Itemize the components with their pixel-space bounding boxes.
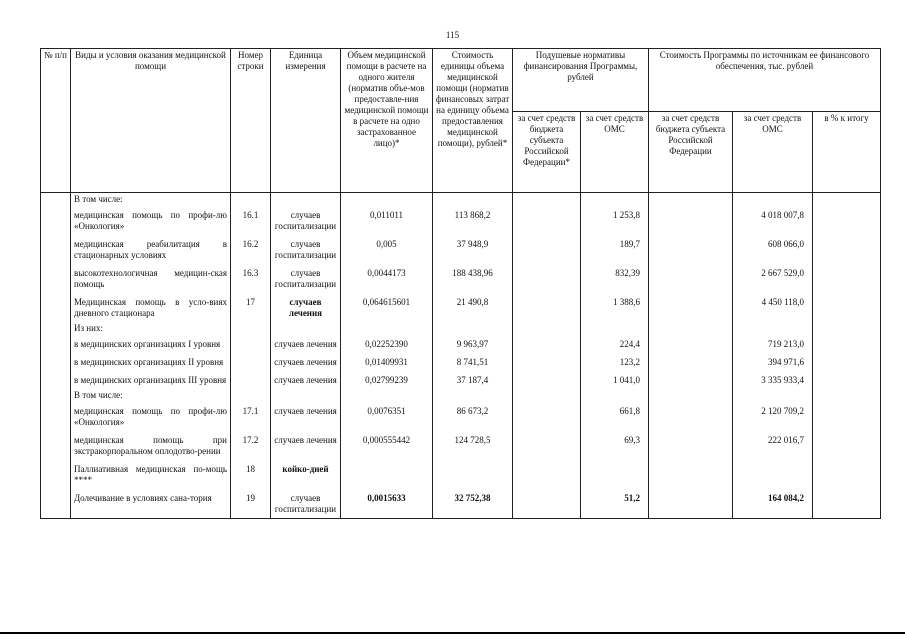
cell-program-budget [649, 235, 733, 264]
cell-kind: медицинская реабилитация в стационарных условиях [71, 235, 231, 264]
cell-kind: Медицинская помощь в усло-виях дневного стационара [71, 293, 231, 322]
cell-unit: случаев лечения [271, 402, 341, 431]
cell-row-number: 16.1 [231, 206, 271, 235]
cell-per-capita-budget [513, 371, 581, 389]
table-row [41, 322, 881, 335]
cell-per-capita-budget [513, 402, 581, 431]
cell-program-percent [813, 293, 881, 322]
table-row [41, 402, 881, 431]
cell-row-number: 17.2 [231, 431, 271, 460]
table-row [41, 431, 881, 460]
table-row [41, 389, 881, 402]
cell-kind: медицинская помощь по профи-лю «Онкология» [71, 402, 231, 431]
table-row [41, 489, 881, 519]
cell-program-percent [813, 235, 881, 264]
cell-row-number: 17 [231, 293, 271, 322]
cell-kind: Долечивание в условиях сана-тория [71, 489, 231, 519]
cell-program-oms: 2 667 529,0 [733, 264, 813, 293]
header-program-cost: Стоимость Программы по источникам ее финансового обеспечения, тыс. рублей [649, 49, 881, 112]
cell-per-capita-budget [513, 206, 581, 235]
cell-program-percent [813, 489, 881, 519]
cell-program-budget [649, 489, 733, 519]
cell-program-budget [649, 264, 733, 293]
cell-cost: 113 868,2 [433, 206, 513, 235]
cell-kind: в медицинских организациях I уровня [71, 335, 231, 353]
cell-unit: случаев лечения [271, 293, 341, 322]
table-row [41, 264, 881, 293]
table-row [41, 460, 881, 489]
cell-program-oms: 3 335 933,4 [733, 371, 813, 389]
section-label: Из них: [71, 322, 231, 335]
cell-program-percent [813, 460, 881, 489]
cell-per-capita-oms: 832,39 [581, 264, 649, 293]
cell-program-budget [649, 460, 733, 489]
table-row [41, 193, 881, 207]
cell-kind: в медицинских организациях II уровня [71, 353, 231, 371]
header-volume: Объем медицинской помощи в расчете на одного жителя (норматив объе-мов предоставле-ния медицинской помощи в расчете на одно застрахованное лицо)* [341, 49, 433, 193]
cell-unit: случаев лечения [271, 335, 341, 353]
cell-unit: случаев лечения [271, 431, 341, 460]
table-row [41, 371, 881, 389]
cell-program-budget [649, 431, 733, 460]
cell-volume: 0,0044173 [341, 264, 433, 293]
section-label: В том числе: [71, 389, 231, 402]
cell-unit: случаев госпитализации [271, 489, 341, 519]
cell-row-number: 19 [231, 489, 271, 519]
cell-volume: 0,005 [341, 235, 433, 264]
header-program-budget: за счет средств бюджета субъекта Российской Федерации [649, 112, 733, 193]
cell-kind: медицинская помощь по профи-лю «Онкология» [71, 206, 231, 235]
cell-kind: высокотехнологичная медицин-ская помощь [71, 264, 231, 293]
cell-per-capita-oms: 1 253,8 [581, 206, 649, 235]
cell-cost: 37 187,4 [433, 371, 513, 389]
cell-per-capita-budget [513, 293, 581, 322]
cell-per-capita-oms: 123,2 [581, 353, 649, 371]
cell-per-capita-budget [513, 335, 581, 353]
cell-program-oms: 164 084,2 [733, 489, 813, 519]
cell-program-percent [813, 264, 881, 293]
cell-program-percent [813, 402, 881, 431]
cell-program-budget [649, 402, 733, 431]
cell-per-capita-budget [513, 235, 581, 264]
cell-program-oms [733, 460, 813, 489]
header-per-capita-budget: за счет средств бюджета субъекта Российской Федерации* [513, 112, 581, 193]
cell-cost: 21 490,8 [433, 293, 513, 322]
cell-cost [433, 460, 513, 489]
header-kind: Виды и условия оказания медицинской помощи [71, 49, 231, 193]
cell-per-capita-oms: 189,7 [581, 235, 649, 264]
cell-volume: 0,0076351 [341, 402, 433, 431]
cell-program-budget [649, 353, 733, 371]
cell-cost: 37 948,9 [433, 235, 513, 264]
cell-unit: случаев лечения [271, 371, 341, 389]
header-program-oms: за счет средств ОМС [733, 112, 813, 193]
cell-program-oms: 2 120 709,2 [733, 402, 813, 431]
cell-program-oms: 719 213,0 [733, 335, 813, 353]
cell-volume: 0,02252390 [341, 335, 433, 353]
cell-program-percent [813, 206, 881, 235]
cell-kind: Паллиативная медицинская по-мощь **** [71, 460, 231, 489]
page-number: 115 [445, 30, 460, 40]
cell-unit: случаев госпитализации [271, 264, 341, 293]
cell-row-number: 16.3 [231, 264, 271, 293]
header-row-number: Номер строки [231, 49, 271, 193]
norms-table [40, 48, 881, 519]
cell-row-number: 17.1 [231, 402, 271, 431]
header-cost: Стоимость единицы объема медицинской помощи (норматив финансовых затрат на единицу объема предоставления медицинской помощи), рублей* [433, 49, 513, 193]
page-bottom-rule [0, 632, 905, 634]
header-per-capita: Подушевые нормативы финансирования Программы, рублей [513, 49, 649, 112]
section-label: В том числе: [71, 193, 231, 207]
cell-per-capita-oms: 1 041,0 [581, 371, 649, 389]
cell-program-oms: 222 016,7 [733, 431, 813, 460]
cell-per-capita-oms: 224,4 [581, 335, 649, 353]
cell-unit: койко-дней [271, 460, 341, 489]
cell-unit: случаев госпитализации [271, 235, 341, 264]
table-row [41, 293, 881, 322]
cell-row-number: 16.2 [231, 235, 271, 264]
cell-per-capita-oms: 51,2 [581, 489, 649, 519]
cell-cost: 188 438,96 [433, 264, 513, 293]
cell-program-oms: 4 018 007,8 [733, 206, 813, 235]
cell-kind: в медицинских организациях III уровня [71, 371, 231, 389]
cell-row-number [231, 335, 271, 353]
table-row [41, 206, 881, 235]
cell-program-percent [813, 353, 881, 371]
cell-row-number [231, 353, 271, 371]
cell-per-capita-budget [513, 353, 581, 371]
cell-row-number: 18 [231, 460, 271, 489]
cell-program-percent [813, 431, 881, 460]
table-row [41, 235, 881, 264]
cell-program-oms: 394 971,6 [733, 353, 813, 371]
table-row [41, 353, 881, 371]
cell-unit: случаев госпитализации [271, 206, 341, 235]
cell-unit: случаев лечения [271, 353, 341, 371]
header-num: № п/п [41, 49, 71, 193]
cell-kind: медицинская помощь при экстракорпоральном оплодотво-рении [71, 431, 231, 460]
cell-per-capita-oms [581, 460, 649, 489]
cell-cost: 86 673,2 [433, 402, 513, 431]
cell-program-budget [649, 371, 733, 389]
cell-program-percent [813, 335, 881, 353]
cell-cost: 124 728,5 [433, 431, 513, 460]
table-body [41, 193, 881, 519]
cell-program-budget [649, 293, 733, 322]
table-header [41, 49, 881, 193]
cell-program-budget [649, 335, 733, 353]
cell-per-capita-oms: 1 388,6 [581, 293, 649, 322]
cell-program-oms: 608 066,0 [733, 235, 813, 264]
cell-per-capita-budget [513, 460, 581, 489]
cell-cost: 32 752,38 [433, 489, 513, 519]
cell-cost: 9 963,97 [433, 335, 513, 353]
cell-volume: 0,000555442 [341, 431, 433, 460]
header-program-percent: в % к итогу [813, 112, 881, 193]
table-row [41, 335, 881, 353]
cell-volume: 0,011011 [341, 206, 433, 235]
cell-per-capita-oms: 661,8 [581, 402, 649, 431]
cell-volume: 0,01409931 [341, 353, 433, 371]
cell-program-percent [813, 371, 881, 389]
header-unit: Единица измерения [271, 49, 341, 193]
cell-volume: 0,02799239 [341, 371, 433, 389]
header-per-capita-oms: за счет средств ОМС [581, 112, 649, 193]
cell-program-oms: 4 450 118,0 [733, 293, 813, 322]
cell-cost: 8 741,51 [433, 353, 513, 371]
cell-program-budget [649, 206, 733, 235]
cell-volume [341, 460, 433, 489]
cell-volume: 0,064615601 [341, 293, 433, 322]
cell-row-number [231, 371, 271, 389]
cell-per-capita-budget [513, 264, 581, 293]
cell-per-capita-budget [513, 431, 581, 460]
cell-per-capita-oms: 69,3 [581, 431, 649, 460]
cell-per-capita-budget [513, 489, 581, 519]
cell-volume: 0,0015633 [341, 489, 433, 519]
